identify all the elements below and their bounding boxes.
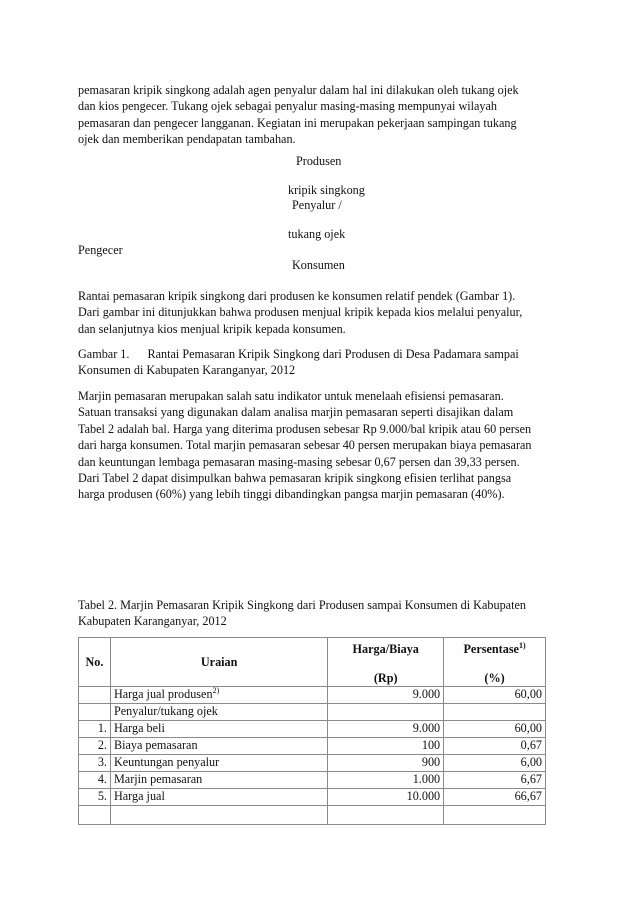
cell-harga: 1.000 [328, 772, 444, 789]
diagram-produsen: Produsen [296, 154, 342, 168]
cell-harga: 900 [328, 755, 444, 772]
margin-line: Marjin pemasaran merupakan salah satu indikator untuk menelaah efisiensi pemasaran. [78, 389, 504, 403]
chain-line: Dari gambar ini ditunjukkan bahwa produsen menjual kripik kepada kios melalui penyalur, [78, 305, 523, 320]
cell-uraian: Keuntungan penyalur [110, 755, 327, 772]
cell-uraian: Harga jual [110, 789, 327, 806]
intro-line: dan kios pengecer. Tukang ojek sebagai penyalur masing-masing mempunyai wilayah [78, 99, 498, 114]
diagram-kripik: kripik singkong [288, 183, 365, 197]
cell-uraian [110, 806, 327, 825]
cell-harga: 100 [328, 738, 444, 755]
chain-description-paragraph [78, 288, 550, 337]
table-row [79, 687, 546, 704]
margin-paragraph [78, 388, 550, 503]
cell-no: 2. [79, 738, 111, 755]
cell-persen [444, 806, 546, 825]
cell-harga [328, 704, 444, 721]
cell-no: 4. [79, 772, 111, 789]
cell-footnote: 2) [212, 685, 220, 695]
header-harga-unit: (Rp) [328, 664, 444, 687]
chain-line: Rantai pemasaran kripik singkong dari produsen ke konsumen relatif pendek (Gambar 1). [78, 289, 516, 303]
cell-no: 1. [79, 721, 111, 738]
table-caption [78, 597, 550, 630]
diagram-penyalur: Penyalur / [292, 198, 342, 212]
margin-line: Dari Tabel 2 dapat disimpulkan bahwa pemasaran kripik singkong efisien terlihat pangsa [78, 471, 512, 486]
cell-harga: 9.000 [328, 687, 444, 704]
table-row [79, 789, 546, 806]
cell-uraian: Harga beli [110, 721, 327, 738]
cell-no: 5. [79, 789, 111, 806]
cell-uraian: Penyalur/tukang ojek [110, 704, 327, 721]
cell-harga: 10.000 [328, 789, 444, 806]
table-row [79, 755, 546, 772]
header-persen: Persentase$^{1)}$ [444, 638, 546, 665]
header-no: No. [79, 638, 111, 687]
cell-uraian: Harga jual produsen$^{2)}$ [110, 687, 327, 704]
header-uraian: Uraian [110, 638, 327, 687]
cell-no: 3. [79, 755, 111, 772]
header-persen-unit: (%) [444, 664, 546, 687]
diagram-konsumen: Konsumen [292, 258, 345, 272]
margin-line: Tabel 2 adalah bal. Harga yang diterima produsen sebesar Rp 9.000/bal kripik atau 60 persen [78, 421, 532, 436]
header-harga: Harga/Biaya [328, 638, 444, 665]
cell-persen: 6,00 [444, 755, 546, 772]
table-row [79, 806, 546, 825]
margin-line: dan keuntungan lembaga pemasaran masing-masing sebesar 0,67 persen dan 39,33 persen. [78, 454, 520, 469]
figure-label: Gambar 1. [78, 347, 130, 361]
table-row [79, 721, 546, 738]
chain-line: dan selanjutnya kios menjual kripik kepada konsumen. [78, 321, 346, 336]
table-caption-line2: Kabupaten Karanganyar, 2012 [78, 614, 227, 629]
cell-no [79, 704, 111, 721]
diagram-tukang-ojek: tukang ojek [288, 227, 346, 241]
cell-no [79, 806, 111, 825]
figure-title: Rantai Pemasaran Kripik Singkong dari Produsen di Desa Padamara sampai [147, 347, 519, 361]
intro-paragraph [78, 82, 550, 148]
table-caption-line1: Tabel 2. Marjin Pemasaran Kripik Singkong dari Produsen sampai Konsumen di Kabupaten [78, 598, 526, 612]
table-row [79, 704, 546, 721]
figure-title-line2: Konsumen di Kabupaten Karanganyar, 2012 [78, 363, 296, 378]
cell-no [79, 687, 111, 704]
header-persen-footnote: 1) [518, 640, 526, 650]
cell-persen: 6,67 [444, 772, 546, 789]
cell-harga [328, 806, 444, 825]
cell-persen [444, 704, 546, 721]
cell-harga: 9.000 [328, 721, 444, 738]
cell-uraian: Marjin pemasaran [110, 772, 327, 789]
cell-persen: 60,00 [444, 687, 546, 704]
cell-uraian: Biaya pemasaran [110, 738, 327, 755]
cell-persen: 0,67 [444, 738, 546, 755]
margin-line: dari harga konsumen. Total marjin pemasaran sebesar 40 persen merupakan biaya pemasaran [78, 438, 532, 453]
margin-table [78, 637, 546, 825]
intro-line: pemasaran dan pengecer langganan. Kegiatan ini merupakan pekerjaan sampingan tukang [78, 115, 517, 130]
table-header-row [79, 638, 546, 665]
margin-line: Satuan transaksi yang digunakan dalam analisa marjin pemasaran seperti disajikan dalam [78, 405, 514, 420]
cell-persen: 60,00 [444, 721, 546, 738]
diagram-pengecer: Pengecer [78, 243, 123, 257]
cell-persen: 66,67 [444, 789, 546, 806]
table-row [79, 738, 546, 755]
intro-line: ojek dan memberikan pendapatan tambahan. [78, 132, 296, 147]
table-row [79, 772, 546, 789]
margin-line: harga produsen (60%) yang lebih tinggi dibandingkan pangsa marjin pemasaran (40%). [78, 487, 505, 502]
intro-line: pemasaran kripik singkong adalah agen penyalur dalam hal ini dilakukan oleh tukang ojek [78, 83, 519, 97]
figure-caption [78, 346, 550, 379]
